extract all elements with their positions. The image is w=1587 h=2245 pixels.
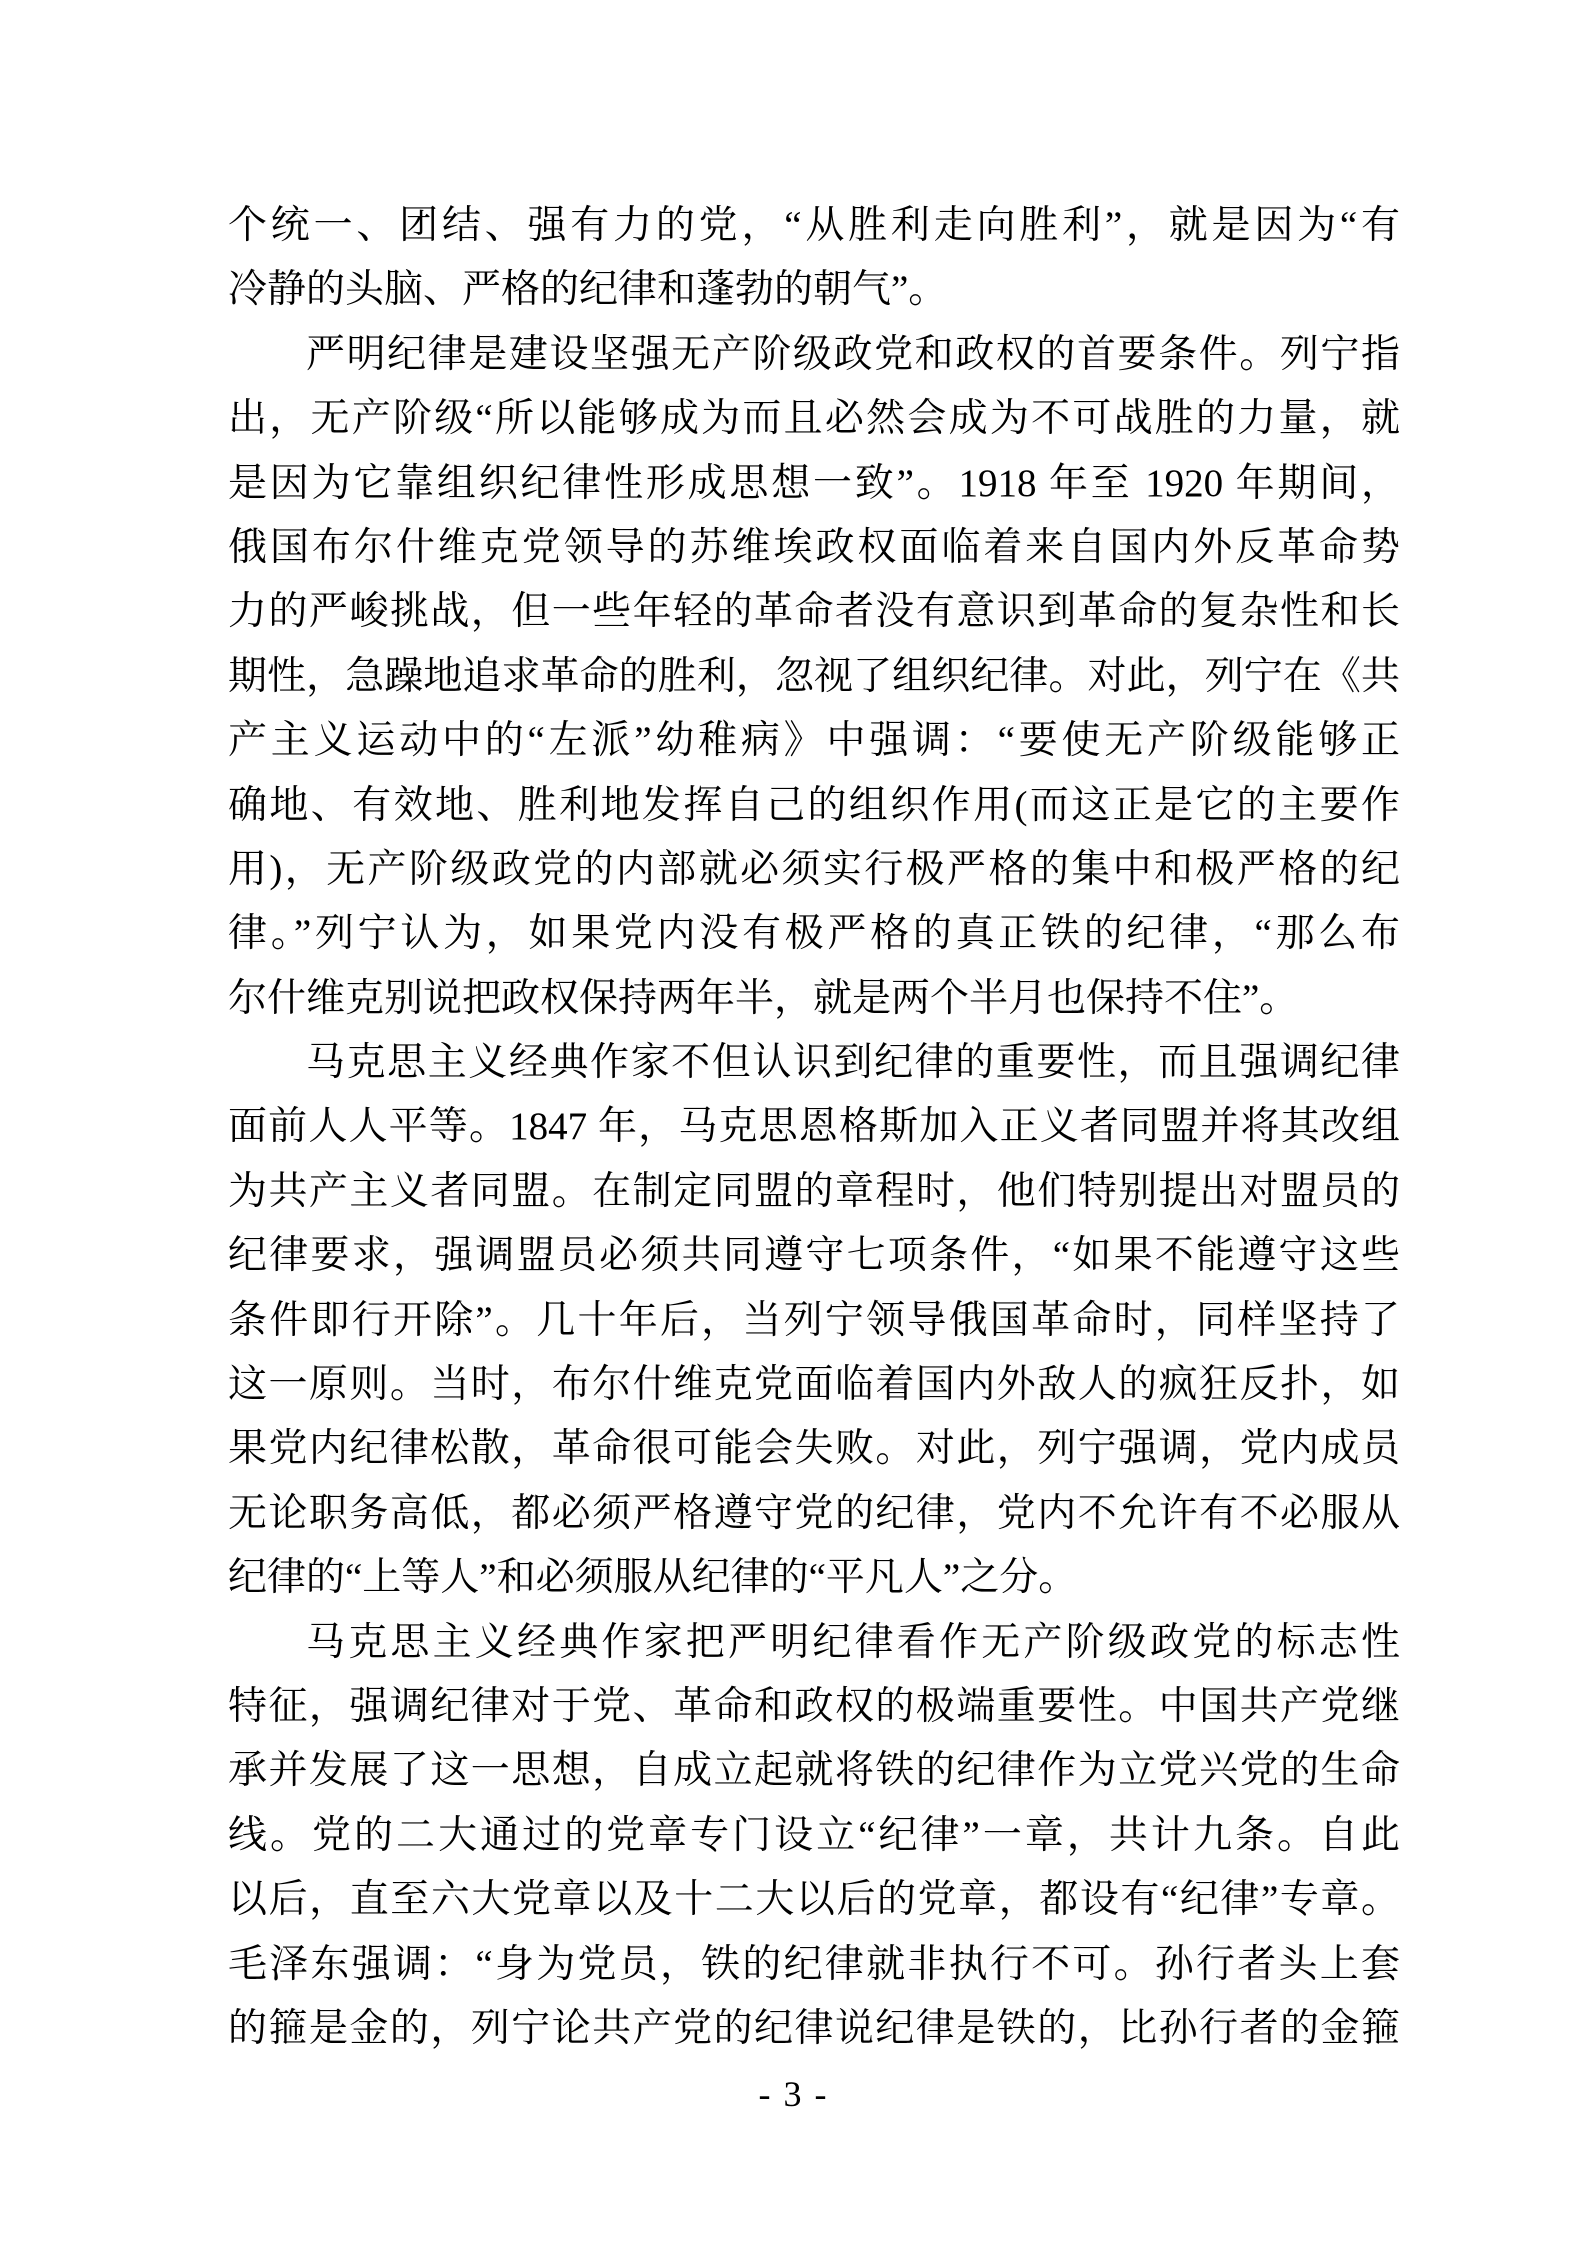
text-line: 马克思主义经典作家不但认识到纪律的重要性，而且强调纪律: [306, 1041, 1400, 1085]
text-line: 条件即行开除”。几十年后，当列宁领导俄国革命时，同样坚持了: [228, 1298, 1400, 1342]
text-line: 尔什维克别说把政权保持两年半，就是两个半月也保持不住”。: [228, 976, 1299, 1020]
text-line: 面前人人平等。1847 年，马克思恩格斯加入正义者同盟并将其改组: [228, 1105, 1400, 1149]
text-line: 纪律要求，强调盟员必须共同遵守七项条件，“如果不能遵守这些: [228, 1234, 1400, 1278]
page-body-text: [228, 194, 1400, 2061]
text-line: 果党内纪律松散，革命很可能会失败。对此，列宁强调，党内成员: [228, 1427, 1400, 1471]
text-line: 确地、有效地、胜利地发挥自己的组织作用(而这正是它的主要作: [228, 783, 1400, 827]
text-line: 纪律的“上等人”和必须服从纪律的“平凡人”之分。: [228, 1556, 1078, 1600]
text-line: 线。党的二大通过的党章专门设立“纪律”一章，共计九条。自此: [228, 1813, 1400, 1857]
text-line: 这一原则。当时，布尔什维克党面临着国内外敌人的疯狂反扑，如: [228, 1363, 1400, 1407]
text-line: 俄国布尔什维克党领导的苏维埃政权面临着来自国内外反革命势: [228, 525, 1400, 569]
text-line: 严明纪律是建设坚强无产阶级政党和政权的首要条件。列宁指: [306, 332, 1400, 376]
text-line: 期性，急躁地追求革命的胜利，忽视了组织纪律。对此，列宁在《共: [228, 654, 1400, 698]
text-line: 律。”列宁认为，如果党内没有极严格的真正铁的纪律，“那么布: [228, 912, 1400, 956]
text-line: 个统一、团结、强有力的党，“从胜利走向胜利”，就是因为“有: [228, 204, 1400, 247]
text-line: 为共产主义者同盟。在制定同盟的章程时，他们特别提出对盟员的: [228, 1169, 1400, 1213]
text-line: 的箍是金的，列宁论共产党的纪律说纪律是铁的，比孙行者的金箍: [228, 2006, 1400, 2050]
text-line: 马克思主义经典作家把严明纪律看作无产阶级政党的标志性: [306, 1620, 1400, 1664]
page-number: - 3 -: [758, 2074, 829, 2114]
text-line: 毛泽东强调：“身为党员，铁的纪律就非执行不可。孙行者头上套: [228, 1942, 1400, 1986]
text-line: 无论职务高低，都必须严格遵守党的纪律，党内不允许有不必服从: [228, 1491, 1400, 1535]
text-line: 用)，无产阶级政党的内部就必须实行极严格的集中和极严格的纪: [228, 847, 1400, 891]
text-line: 是因为它靠组织纪律性形成思想一致”。1918 年至 1920 年期间，: [228, 461, 1400, 505]
text-line: 产主义运动中的“左派”幼稚病》中强调：“要使无产阶级能够正: [228, 719, 1400, 763]
text-line: 以后，直至六大党章以及十二大以后的党章，都设有“纪律”专章。: [228, 1878, 1400, 1922]
text-line: 出，无产阶级“所以能够成为而且必然会成为不可战胜的力量，就: [228, 397, 1400, 441]
text-line: 力的严峻挑战，但一些年轻的革命者没有意识到革命的复杂性和长: [228, 590, 1400, 634]
text-line: 冷静的头脑、严格的纪律和蓬勃的朝气”。: [228, 268, 948, 312]
text-line: 特征，强调纪律对于党、革命和政权的极端重要性。中国共产党继: [228, 1684, 1400, 1728]
text-line: 承并发展了这一思想，自成立起就将铁的纪律作为立党兴党的生命: [228, 1749, 1400, 1793]
